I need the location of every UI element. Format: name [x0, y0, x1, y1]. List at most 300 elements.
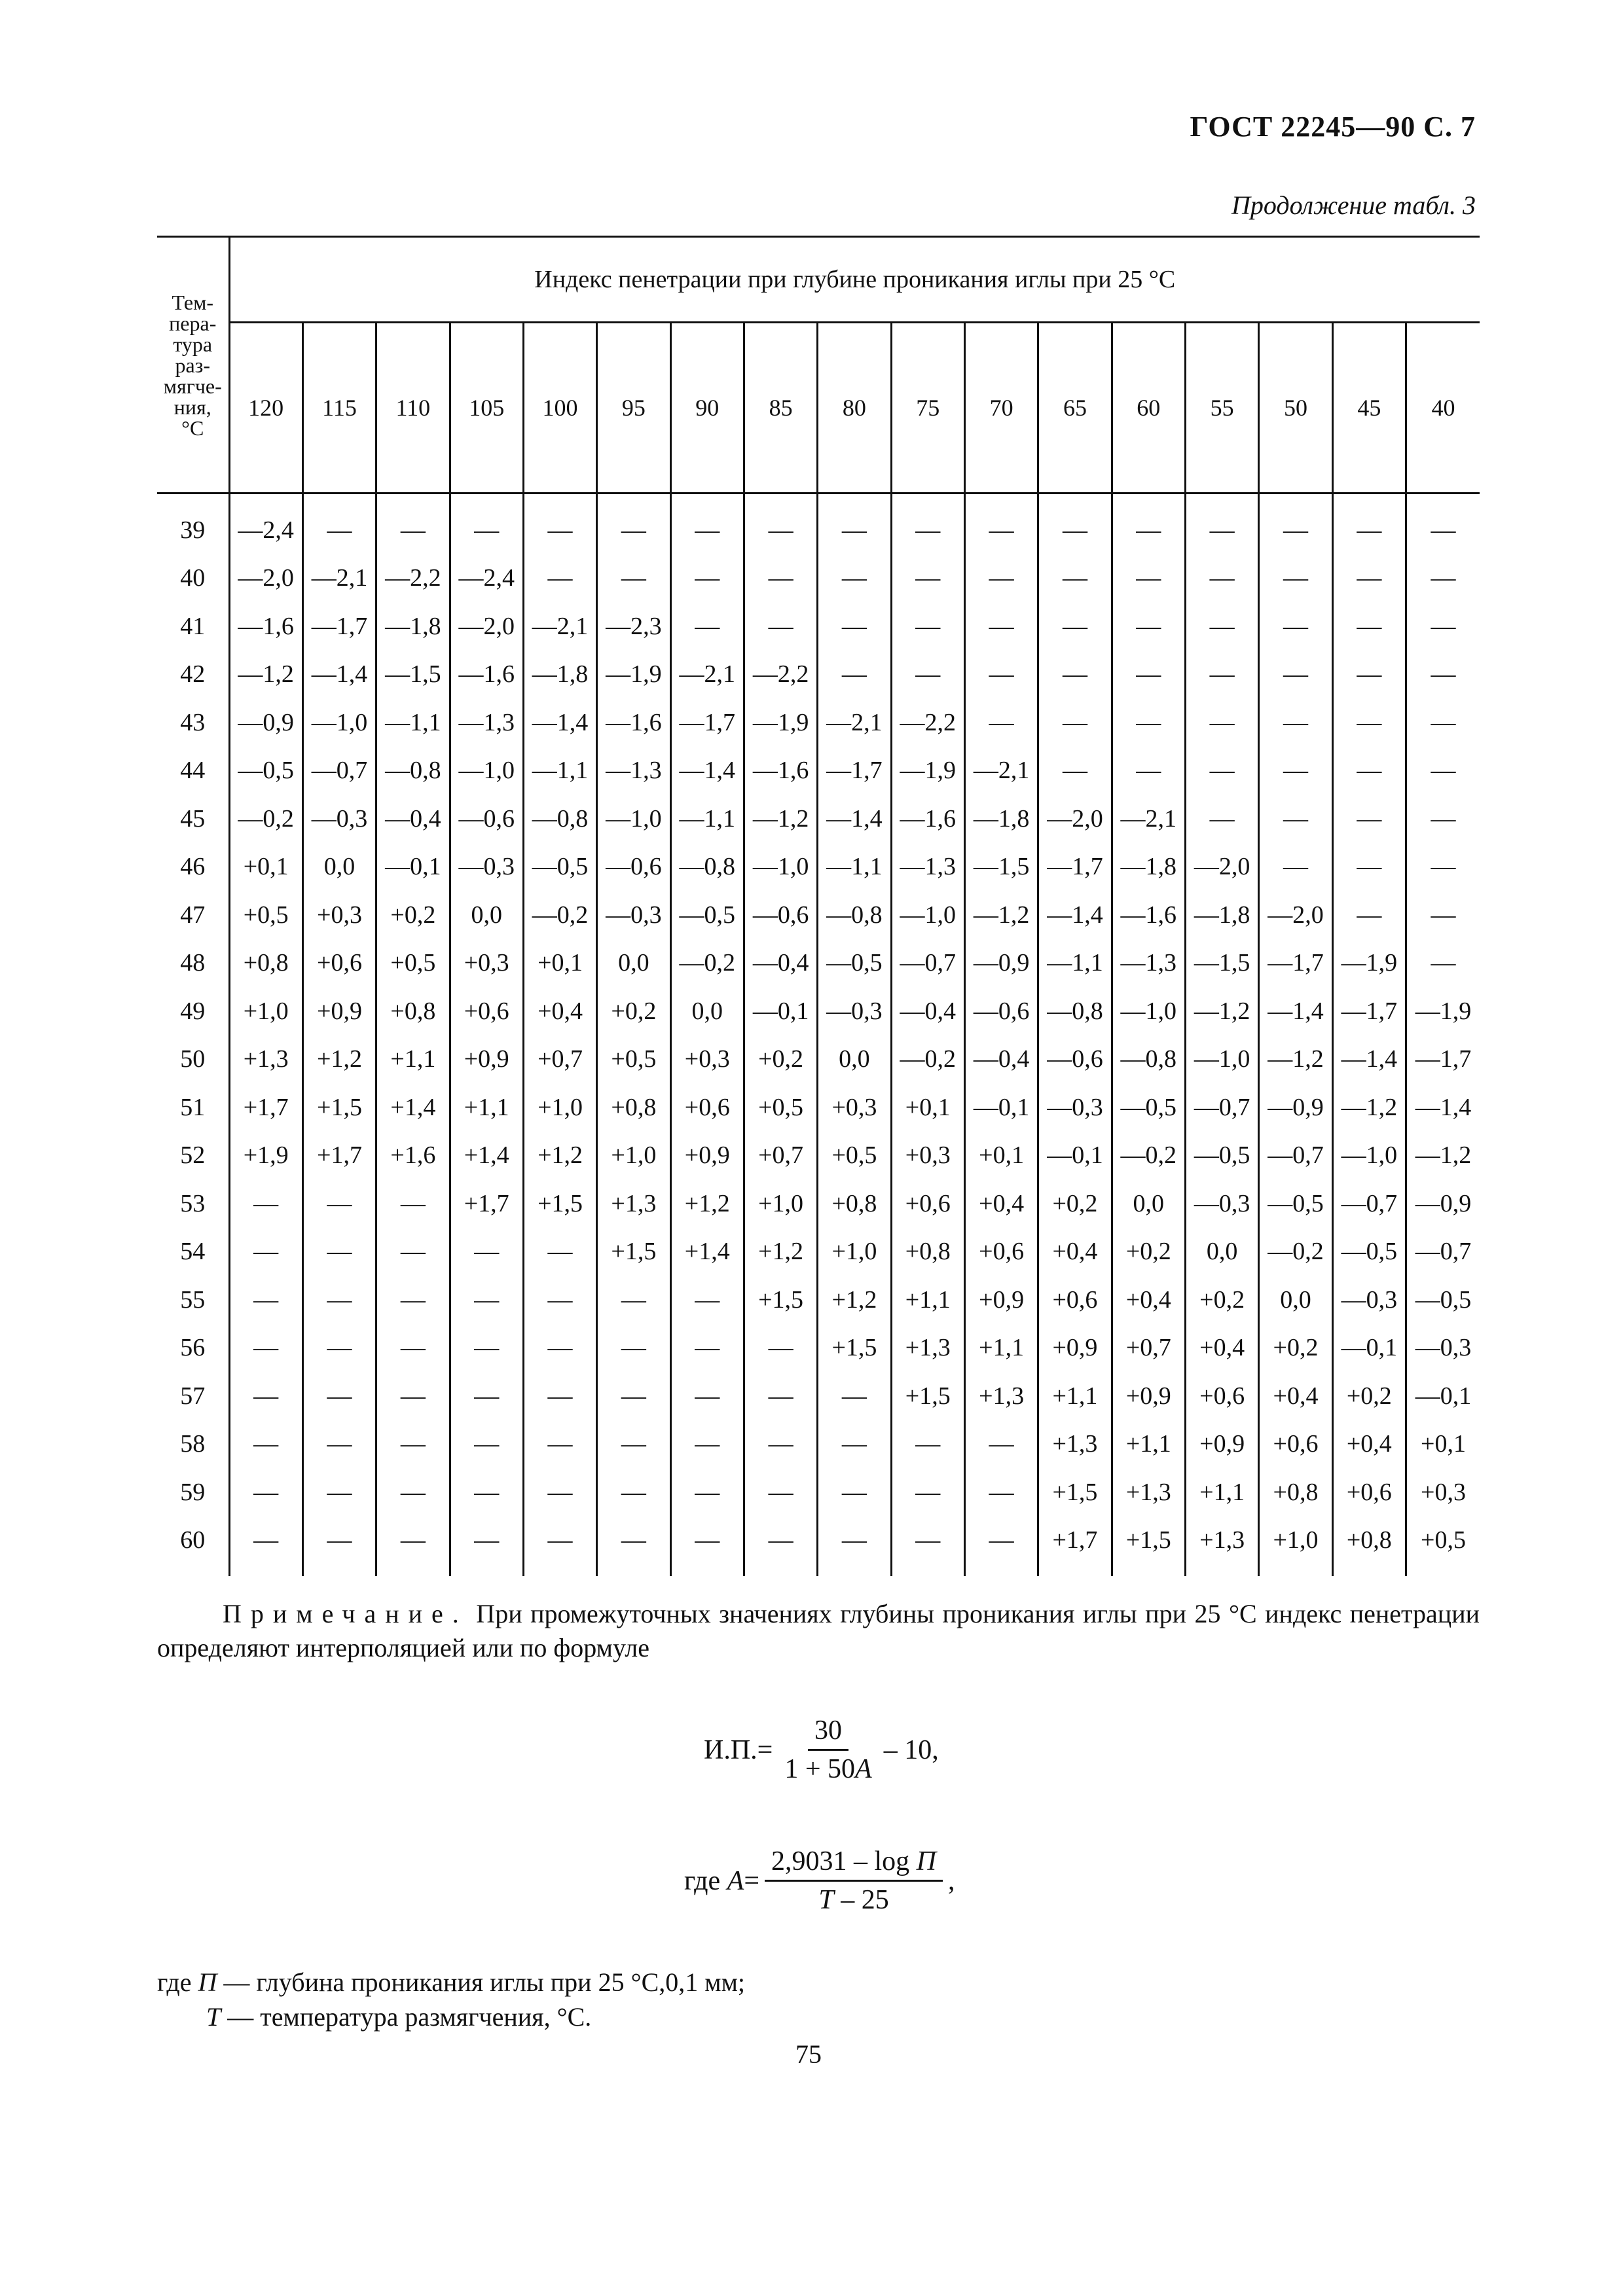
- index-value-cell: +1,9: [229, 1132, 302, 1180]
- index-value-cell: —2,1: [964, 747, 1038, 795]
- index-value-cell: —: [818, 1516, 891, 1577]
- index-value-cell: —1,1: [1038, 939, 1112, 988]
- index-value-cell: —0,9: [1406, 1179, 1480, 1228]
- index-value-cell: —: [1332, 891, 1406, 939]
- index-value-cell: —: [670, 493, 744, 554]
- index-value-cell: +1,1: [1038, 1372, 1112, 1420]
- index-value-cell: —0,8: [818, 891, 891, 939]
- index-value-cell: —: [229, 1179, 302, 1228]
- index-value-cell: +0,9: [450, 1035, 523, 1084]
- temperature-cell: 46: [180, 853, 206, 881]
- index-value-cell: —2,2: [744, 651, 817, 699]
- index-value-cell: —: [1038, 747, 1112, 795]
- index-value-cell: +0,8: [597, 1083, 670, 1132]
- index-value-cell: —1,4: [1038, 891, 1112, 939]
- index-value-cell: —0,5: [1185, 1132, 1258, 1180]
- index-value-cell: —0,1: [1038, 1132, 1112, 1180]
- index-value-cell: —: [818, 651, 891, 699]
- index-value-cell: +0,2: [1259, 1324, 1332, 1372]
- index-value-cell: —: [523, 1468, 596, 1516]
- index-value-cell: —0,5: [1406, 1276, 1480, 1324]
- depth-header-cell: 90: [670, 323, 744, 493]
- index-value-cell: —: [670, 1516, 744, 1577]
- table-row: [157, 891, 1480, 939]
- index-value-cell: —: [964, 602, 1038, 651]
- index-value-cell: +1,0: [597, 1132, 670, 1180]
- index-value-cell: —1,3: [450, 698, 523, 747]
- index-value-cell: —: [450, 1516, 523, 1577]
- numerator-prefix: 2,9031 – log: [771, 1846, 917, 1876]
- depth-header-cell: 95: [597, 323, 670, 493]
- index-value-cell: —: [229, 1468, 302, 1516]
- formula-fraction: [778, 1715, 878, 1785]
- index-value-cell: —0,3: [818, 987, 891, 1035]
- depth-header-cell: 65: [1038, 323, 1112, 493]
- index-value-cell: +0,6: [670, 1083, 744, 1132]
- index-value-cell: —1,8: [1112, 843, 1185, 891]
- index-value-cell: —0,6: [964, 987, 1038, 1035]
- index-value-cell: +1,7: [229, 1083, 302, 1132]
- index-value-cell: +0,9: [1185, 1420, 1258, 1469]
- index-value-cell: —: [1406, 493, 1480, 554]
- penetration-index-formula: [704, 1715, 939, 1785]
- table-row: [157, 795, 1480, 843]
- index-value-cell: —: [450, 1228, 523, 1276]
- index-value-cell: —: [376, 1372, 450, 1420]
- table-row: [157, 939, 1480, 988]
- index-value-cell: —: [376, 1516, 450, 1577]
- formula-rhs: – 10,: [883, 1734, 939, 1765]
- temperature-cell: 49: [180, 997, 206, 1025]
- index-value-cell: —: [1259, 554, 1332, 603]
- index-value-cell: —0,6: [450, 795, 523, 843]
- index-value-cell: —0,8: [1112, 1035, 1185, 1084]
- index-value-cell: +0,1: [229, 843, 302, 891]
- index-value-cell: +1,1: [450, 1083, 523, 1132]
- index-value-cell: —: [964, 493, 1038, 554]
- index-value-cell: +0,2: [744, 1035, 817, 1084]
- index-value-cell: —1,4: [1259, 987, 1332, 1035]
- index-value-cell: —: [1112, 602, 1185, 651]
- index-value-cell: —1,0: [302, 698, 376, 747]
- index-value-cell: —0,6: [744, 891, 817, 939]
- table-row: [157, 698, 1480, 747]
- index-value-cell: +0,4: [1038, 1228, 1112, 1276]
- index-value-cell: —: [964, 651, 1038, 699]
- index-value-cell: —2,0: [450, 602, 523, 651]
- index-value-cell: —: [450, 493, 523, 554]
- index-value-cell: +0,8: [891, 1228, 964, 1276]
- table-row: [157, 747, 1480, 795]
- index-value-cell: —: [302, 1420, 376, 1469]
- index-value-cell: —: [376, 493, 450, 554]
- index-value-cell: —1,2: [964, 891, 1038, 939]
- index-value-cell: —0,8: [376, 747, 450, 795]
- index-value-cell: +0,8: [376, 987, 450, 1035]
- index-value-cell: —: [670, 1276, 744, 1324]
- index-value-cell: —0,5: [1112, 1083, 1185, 1132]
- index-value-cell: —: [1332, 651, 1406, 699]
- index-value-cell: —: [229, 1228, 302, 1276]
- index-value-cell: —0,2: [523, 891, 596, 939]
- index-value-cell: —: [744, 1468, 817, 1516]
- formula2-numerator: [765, 1846, 943, 1882]
- temperature-header-line: раз-: [175, 353, 210, 377]
- index-value-cell: —: [229, 1324, 302, 1372]
- index-value-cell: —1,6: [744, 747, 817, 795]
- index-value-cell: —: [1185, 602, 1258, 651]
- index-value-cell: —: [1259, 698, 1332, 747]
- index-value-cell: +1,0: [818, 1228, 891, 1276]
- depth-header-cell: 70: [964, 323, 1038, 493]
- index-value-cell: —: [523, 1228, 596, 1276]
- index-value-cell: +0,2: [1112, 1228, 1185, 1276]
- index-value-cell: —: [1185, 795, 1258, 843]
- index-value-cell: —0,3: [450, 843, 523, 891]
- index-value-cell: —: [891, 1468, 964, 1516]
- index-value-cell: +0,4: [964, 1179, 1038, 1228]
- index-value-cell: +1,3: [1112, 1468, 1185, 1516]
- index-value-cell: —: [1406, 698, 1480, 747]
- index-value-cell: —2,0: [1038, 795, 1112, 843]
- index-value-cell: +0,6: [1332, 1468, 1406, 1516]
- temperature-cell: 47: [180, 901, 206, 929]
- temperature-cell: 50: [180, 1045, 206, 1073]
- index-value-cell: —: [670, 1468, 744, 1516]
- table-row: [157, 987, 1480, 1035]
- index-value-cell: +0,2: [1038, 1179, 1112, 1228]
- index-value-cell: —0,1: [376, 843, 450, 891]
- index-value-cell: —1,1: [376, 698, 450, 747]
- index-value-cell: —0,6: [597, 843, 670, 891]
- index-value-cell: —: [818, 1372, 891, 1420]
- index-value-cell: —1,5: [1185, 939, 1258, 988]
- temperature-cell: 42: [180, 660, 206, 689]
- index-value-cell: —0,7: [1406, 1228, 1480, 1276]
- index-value-cell: +1,5: [523, 1179, 596, 1228]
- index-value-cell: —0,9: [229, 698, 302, 747]
- temperature-cell: 40: [180, 564, 206, 592]
- index-value-cell: —0,8: [670, 843, 744, 891]
- index-value-cell: —: [964, 1420, 1038, 1469]
- index-value-cell: —0,1: [1406, 1372, 1480, 1420]
- index-value-cell: —: [302, 1179, 376, 1228]
- table-row: [157, 602, 1480, 651]
- table-row: [157, 651, 1480, 699]
- table-row: [157, 1228, 1480, 1276]
- index-value-cell: —: [744, 602, 817, 651]
- index-value-cell: —: [744, 1324, 817, 1372]
- index-value-cell: —: [302, 1516, 376, 1577]
- index-value-cell: —0,3: [597, 891, 670, 939]
- index-value-cell: —: [302, 1228, 376, 1276]
- temperature-header-line: °С: [181, 416, 204, 440]
- index-value-cell: —0,2: [891, 1035, 964, 1084]
- index-value-cell: +1,5: [744, 1276, 817, 1324]
- index-value-cell: +0,8: [818, 1179, 891, 1228]
- temperature-cell: 52: [180, 1141, 206, 1170]
- index-value-cell: +0,6: [964, 1228, 1038, 1276]
- index-value-cell: +1,1: [376, 1035, 450, 1084]
- index-value-cell: 0,0: [1112, 1179, 1185, 1228]
- depth-header-cell: 50: [1259, 323, 1332, 493]
- index-value-cell: —: [1332, 602, 1406, 651]
- formula2-tail: ,: [948, 1865, 955, 1896]
- index-value-cell: —: [1112, 651, 1185, 699]
- table-row: [157, 843, 1480, 891]
- index-value-cell: —: [1112, 554, 1185, 603]
- index-value-cell: +1,5: [818, 1324, 891, 1372]
- index-value-cell: +1,7: [450, 1179, 523, 1228]
- index-value-cell: —: [1185, 651, 1258, 699]
- index-value-cell: —2,3: [597, 602, 670, 651]
- index-value-cell: +0,6: [1259, 1420, 1332, 1469]
- index-value-cell: —1,7: [1406, 1035, 1480, 1084]
- index-value-cell: +1,5: [597, 1228, 670, 1276]
- index-value-cell: —0,9: [964, 939, 1038, 988]
- formula-lhs: И.П.=: [704, 1734, 773, 1765]
- index-value-cell: —1,7: [1038, 843, 1112, 891]
- legend-text-t: — температура размягчения, °С.: [221, 2002, 592, 2032]
- index-value-cell: —: [523, 1516, 596, 1577]
- denominator-variable: A: [855, 1754, 872, 1784]
- index-value-cell: —: [597, 1276, 670, 1324]
- depth-header-cell: 100: [523, 323, 596, 493]
- legend-penetration-depth: [157, 1967, 745, 1998]
- index-value-cell: —1,2: [1185, 987, 1258, 1035]
- table-body: [157, 493, 1480, 1577]
- temperature-cell: 54: [180, 1238, 206, 1266]
- index-value-cell: —: [376, 1324, 450, 1372]
- temperature-header-text: [157, 292, 228, 439]
- index-value-cell: +1,5: [1112, 1516, 1185, 1577]
- index-value-cell: —0,7: [1259, 1132, 1332, 1180]
- note-text: При промежуточных значениях глубины проникания иглы при 25 °С индекс пенетрации определяют интерполяцией или по формуле: [157, 1599, 1480, 1662]
- index-value-cell: —: [376, 1179, 450, 1228]
- legend-text-p: — глубина проникания иглы при 25 °С,0,1 мм;: [217, 1967, 746, 1997]
- index-value-cell: +0,8: [229, 939, 302, 988]
- index-value-cell: —1,8: [376, 602, 450, 651]
- index-value-cell: —: [229, 1372, 302, 1420]
- index-value-cell: —: [964, 1468, 1038, 1516]
- table-row: [157, 1372, 1480, 1420]
- index-value-cell: —: [1259, 602, 1332, 651]
- index-value-cell: —0,4: [964, 1035, 1038, 1084]
- index-value-cell: —: [891, 1420, 964, 1469]
- index-value-cell: —: [1259, 843, 1332, 891]
- index-value-cell: —1,8: [964, 795, 1038, 843]
- index-value-cell: —: [229, 1516, 302, 1577]
- index-value-cell: —: [670, 1372, 744, 1420]
- index-value-cell: —: [891, 493, 964, 554]
- index-value-cell: —0,2: [670, 939, 744, 988]
- temperature-cell: 59: [180, 1478, 206, 1506]
- index-value-cell: —: [1406, 651, 1480, 699]
- index-value-cell: —0,3: [1038, 1083, 1112, 1132]
- table-row: [157, 1179, 1480, 1228]
- table-row: [157, 1516, 1480, 1577]
- index-value-cell: +0,6: [891, 1179, 964, 1228]
- index-value-cell: —0,7: [1185, 1083, 1258, 1132]
- index-value-cell: —: [744, 493, 817, 554]
- index-value-cell: 0,0: [1259, 1276, 1332, 1324]
- formula2-denominator: [812, 1882, 895, 1916]
- index-value-cell: —: [597, 1516, 670, 1577]
- index-value-cell: —: [450, 1420, 523, 1469]
- index-value-cell: —: [744, 1516, 817, 1577]
- index-value-cell: —: [376, 1420, 450, 1469]
- index-value-cell: +1,3: [964, 1372, 1038, 1420]
- legend-var-t: T: [206, 2002, 221, 2032]
- index-value-cell: +1,0: [744, 1179, 817, 1228]
- index-value-cell: +0,6: [1185, 1372, 1258, 1420]
- index-value-cell: —: [523, 1276, 596, 1324]
- index-value-cell: —0,5: [1259, 1179, 1332, 1228]
- index-value-cell: +0,7: [523, 1035, 596, 1084]
- temperature-cell: 56: [180, 1334, 206, 1362]
- index-value-cell: —0,6: [1038, 1035, 1112, 1084]
- index-value-cell: —0,3: [1332, 1276, 1406, 1324]
- index-value-cell: —2,4: [450, 554, 523, 603]
- index-value-cell: +0,3: [302, 891, 376, 939]
- index-value-cell: —1,3: [597, 747, 670, 795]
- index-value-cell: —1,7: [670, 698, 744, 747]
- index-value-cell: +0,6: [302, 939, 376, 988]
- table-row: [157, 493, 1480, 554]
- index-value-cell: —1,5: [964, 843, 1038, 891]
- index-value-cell: +0,9: [964, 1276, 1038, 1324]
- index-value-cell: —0,1: [1332, 1324, 1406, 1372]
- index-value-cell: 0,0: [818, 1035, 891, 1084]
- page-number: 75: [795, 2039, 822, 2069]
- index-value-cell: +0,8: [1259, 1468, 1332, 1516]
- temperature-cell: 60: [180, 1526, 206, 1554]
- index-value-cell: +0,7: [1112, 1324, 1185, 1372]
- index-value-cell: +0,1: [964, 1132, 1038, 1180]
- index-value-cell: —: [1259, 795, 1332, 843]
- index-value-cell: —: [670, 1420, 744, 1469]
- index-value-cell: —: [1185, 747, 1258, 795]
- index-value-cell: —0,8: [523, 795, 596, 843]
- temperature-cell: 57: [180, 1382, 206, 1410]
- index-value-cell: —1,2: [1332, 1083, 1406, 1132]
- index-value-cell: —: [1112, 747, 1185, 795]
- index-value-cell: —1,5: [376, 651, 450, 699]
- index-value-cell: —: [1332, 493, 1406, 554]
- index-value-cell: —: [1038, 554, 1112, 603]
- index-value-cell: —0,1: [964, 1083, 1038, 1132]
- index-value-cell: —1,0: [450, 747, 523, 795]
- index-value-cell: +1,4: [670, 1228, 744, 1276]
- legend-prefix: где: [157, 1967, 198, 1997]
- index-value-cell: +1,7: [1038, 1516, 1112, 1577]
- temperature-cell: 44: [180, 757, 206, 785]
- table-row: [157, 1083, 1480, 1132]
- index-value-cell: +0,2: [1332, 1372, 1406, 1420]
- index-value-cell: —0,3: [1185, 1179, 1258, 1228]
- index-value-cell: —1,9: [891, 747, 964, 795]
- index-value-cell: —1,4: [670, 747, 744, 795]
- index-value-cell: —0,2: [229, 795, 302, 843]
- index-value-cell: +1,7: [302, 1132, 376, 1180]
- index-value-cell: —: [964, 1516, 1038, 1577]
- temperature-header-line: мягче-: [163, 374, 222, 398]
- table-row: [157, 1132, 1480, 1180]
- index-value-cell: 0,0: [450, 891, 523, 939]
- index-value-cell: +1,2: [302, 1035, 376, 1084]
- depth-header-cell: 85: [744, 323, 817, 493]
- index-value-cell: —: [891, 554, 964, 603]
- index-value-cell: +1,6: [376, 1132, 450, 1180]
- index-value-cell: +1,2: [670, 1179, 744, 1228]
- table-continuation-label: Продолжение табл. 3: [1231, 190, 1476, 220]
- index-value-cell: —: [1406, 795, 1480, 843]
- index-value-cell: —: [376, 1228, 450, 1276]
- index-value-cell: —0,7: [1332, 1179, 1406, 1228]
- temperature-cell: 51: [180, 1093, 206, 1121]
- index-value-cell: —: [818, 493, 891, 554]
- index-value-cell: —0,5: [1332, 1228, 1406, 1276]
- temperature-column-header: [157, 237, 229, 493]
- note-label: Примечание.: [223, 1599, 468, 1628]
- table-note: [157, 1597, 1480, 1665]
- index-value-cell: +0,2: [376, 891, 450, 939]
- index-value-cell: —: [450, 1276, 523, 1324]
- index-value-cell: —: [597, 1324, 670, 1372]
- index-value-cell: +0,4: [1332, 1420, 1406, 1469]
- index-value-cell: —1,7: [1259, 939, 1332, 988]
- index-value-cell: —: [1112, 493, 1185, 554]
- index-value-cell: —: [670, 554, 744, 603]
- table-row: [157, 1468, 1480, 1516]
- penetration-group-header: Индекс пенетрации при глубине проникания иглы при 25 °С: [229, 237, 1480, 323]
- index-value-cell: —1,4: [1406, 1083, 1480, 1132]
- index-value-cell: +1,2: [523, 1132, 596, 1180]
- index-value-cell: —: [891, 602, 964, 651]
- index-value-cell: —0,8: [1038, 987, 1112, 1035]
- index-value-cell: —: [376, 1276, 450, 1324]
- index-value-cell: —: [1259, 747, 1332, 795]
- depth-header-cell: 110: [376, 323, 450, 493]
- index-value-cell: —: [1406, 939, 1480, 988]
- index-value-cell: —2,2: [376, 554, 450, 603]
- index-value-cell: —: [302, 1276, 376, 1324]
- index-value-cell: +0,6: [450, 987, 523, 1035]
- index-value-cell: —: [229, 1420, 302, 1469]
- index-value-cell: —2,0: [229, 554, 302, 603]
- index-value-cell: —: [376, 1468, 450, 1516]
- index-value-cell: —: [597, 493, 670, 554]
- temperature-cell: 45: [180, 804, 206, 833]
- index-value-cell: —0,3: [1406, 1324, 1480, 1372]
- index-value-cell: +1,0: [229, 987, 302, 1035]
- index-value-cell: —1,4: [302, 651, 376, 699]
- index-value-cell: +1,4: [376, 1083, 450, 1132]
- index-value-cell: +0,3: [1406, 1468, 1480, 1516]
- index-value-cell: —: [1406, 554, 1480, 603]
- penetration-index-table: [157, 236, 1480, 1576]
- index-value-cell: +0,3: [670, 1035, 744, 1084]
- index-value-cell: —1,7: [302, 602, 376, 651]
- index-value-cell: —: [744, 1372, 817, 1420]
- index-value-cell: +1,5: [891, 1372, 964, 1420]
- index-value-cell: +0,5: [1406, 1516, 1480, 1577]
- index-value-cell: +1,1: [964, 1324, 1038, 1372]
- index-value-cell: —0,5: [818, 939, 891, 988]
- index-value-cell: —: [1112, 698, 1185, 747]
- index-value-cell: —0,9: [1259, 1083, 1332, 1132]
- depth-header-cell: 120: [229, 323, 302, 493]
